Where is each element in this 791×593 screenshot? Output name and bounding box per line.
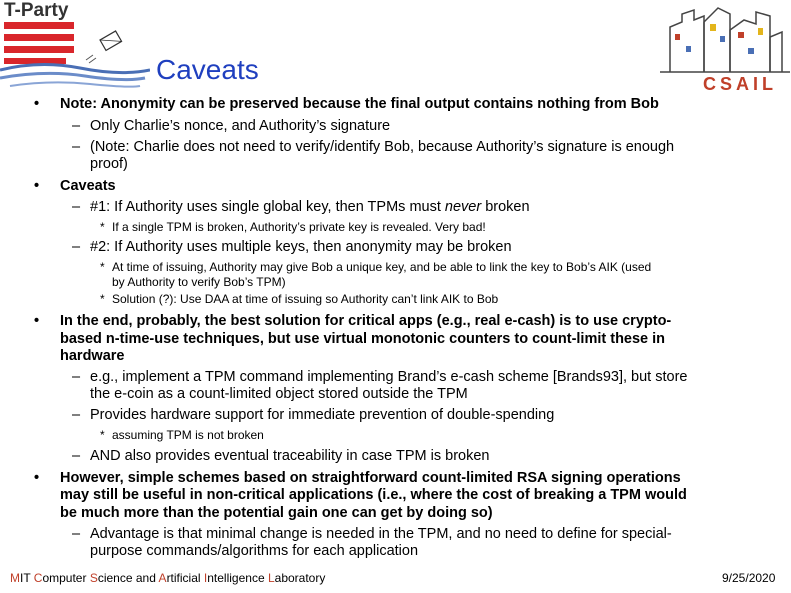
footer-word: rtificial xyxy=(166,571,204,585)
star-marker: * xyxy=(100,292,105,306)
footer-word: IT xyxy=(20,571,34,585)
bullet-marker: • xyxy=(34,470,40,486)
footer-letter: A xyxy=(158,571,167,585)
brand-name: T-Party xyxy=(4,0,69,21)
bullet-2-sub-2-detail-1: At time of issuing, Authority may give Bob a unique key, and be able to link the key to Bob’s AIK (used xyxy=(112,260,652,274)
bullet-1-sub-1: Only Charlie’s nonce, and Authority’s signature xyxy=(90,118,391,134)
slide-title: Caveats xyxy=(156,54,259,85)
bullet-4-sub-1-cont: purpose commands/algorithms for each application xyxy=(90,543,419,559)
dash-marker: – xyxy=(72,448,81,464)
bullet-3-sub-2-detail: assuming TPM is not broken xyxy=(112,428,264,442)
dash-marker: – xyxy=(72,369,81,385)
dash-marker: – xyxy=(72,118,81,134)
bullet-2-sub-1-detail: If a single TPM is broken, Authority’s private key is revealed. Very bad! xyxy=(112,220,486,234)
footer-date: 9/25/2020 xyxy=(722,571,776,585)
bullet-2-sub-2-detail-2: Solution (?): Use DAA at time of issuing so Authority can’t link AIK to Bob xyxy=(112,292,499,306)
csail-wordmark: CSAIL xyxy=(703,74,777,94)
bullet-3-text-cont-2: hardware xyxy=(60,348,125,364)
footer-letter: M xyxy=(10,571,20,585)
dash-marker: – xyxy=(72,407,81,423)
bullet-4-text: However, simple schemes based on straightforward count-limited RSA signing operations xyxy=(60,470,681,486)
dash-marker: – xyxy=(72,199,81,215)
bullet-2-sub-2-detail-1-cont: by Authority to verify Bob’s TPM) xyxy=(112,275,286,289)
bullet-marker: • xyxy=(34,313,40,329)
dash-marker: – xyxy=(72,139,81,155)
bullet-marker: • xyxy=(34,178,40,194)
bullet-2-sub-1-post: broken xyxy=(481,199,530,215)
footer-letter: C xyxy=(33,571,43,585)
footer-letter: L xyxy=(267,571,275,585)
bullet-1-text: Note: Anonymity can be preserved because the final output contains nothing from Bob xyxy=(60,96,659,112)
star-marker: * xyxy=(100,428,105,442)
bullet-3-sub-1: e.g., implement a TPM command implementing Brand’s e-cash scheme [Brands93], but store xyxy=(90,369,688,385)
bullet-3-text-cont-1: based n-time-use techniques, but use virtual monotonic counters to count-limit these in xyxy=(60,331,666,347)
bullet-2-text: Caveats xyxy=(60,178,116,194)
emphasis-never: never xyxy=(444,199,482,215)
star-marker: * xyxy=(100,220,105,234)
star-marker: * xyxy=(100,260,105,274)
footer-word: omputer xyxy=(42,571,90,585)
bullet-1-sub-2-cont: proof) xyxy=(90,156,128,172)
bullet-3-text: In the end, probably, the best solution for critical apps (e.g., real e-cash) is to use crypto- xyxy=(60,313,672,329)
bullet-2-sub-1 xyxy=(90,199,530,215)
bullet-4-text-cont-1: may still be useful in non-critical applications (i.e., where the cost of breaking a TPM would xyxy=(60,487,687,503)
footer-word: aboratory xyxy=(274,571,326,585)
footer-letter: I xyxy=(203,571,208,585)
bullet-marker: • xyxy=(34,96,40,112)
bullet-1-sub-2: (Note: Charlie does not need to verify/identify Bob, because Authority’s signature is enough xyxy=(90,139,675,155)
bullet-4-text-cont-2: be much more than the potential gain one can get by doing so) xyxy=(60,505,493,521)
footer-lab-name xyxy=(10,571,325,585)
bullet-3-sub-2: Provides hardware support for immediate prevention of double-spending xyxy=(90,407,555,423)
footer-letter: S xyxy=(89,571,98,585)
bullet-3-sub-3: AND also provides eventual traceability in case TPM is broken xyxy=(90,448,490,464)
bullet-2-sub-1-pre: #1: If Authority uses single global key, then TPMs must xyxy=(90,199,445,215)
dash-marker: – xyxy=(72,526,81,542)
bullet-4-sub-1: Advantage is that minimal change is needed in the TPM, and no need to define for special- xyxy=(90,526,672,542)
footer-word: ntelligence xyxy=(207,571,268,585)
bullet-3-sub-1-cont: the e-coin as a count-limited object stored outside the TPM xyxy=(90,386,468,402)
footer-word: cience and xyxy=(97,571,159,585)
bullet-2-sub-2: #2: If Authority uses multiple keys, then anonymity may be broken xyxy=(90,239,512,255)
dash-marker: – xyxy=(72,239,81,255)
